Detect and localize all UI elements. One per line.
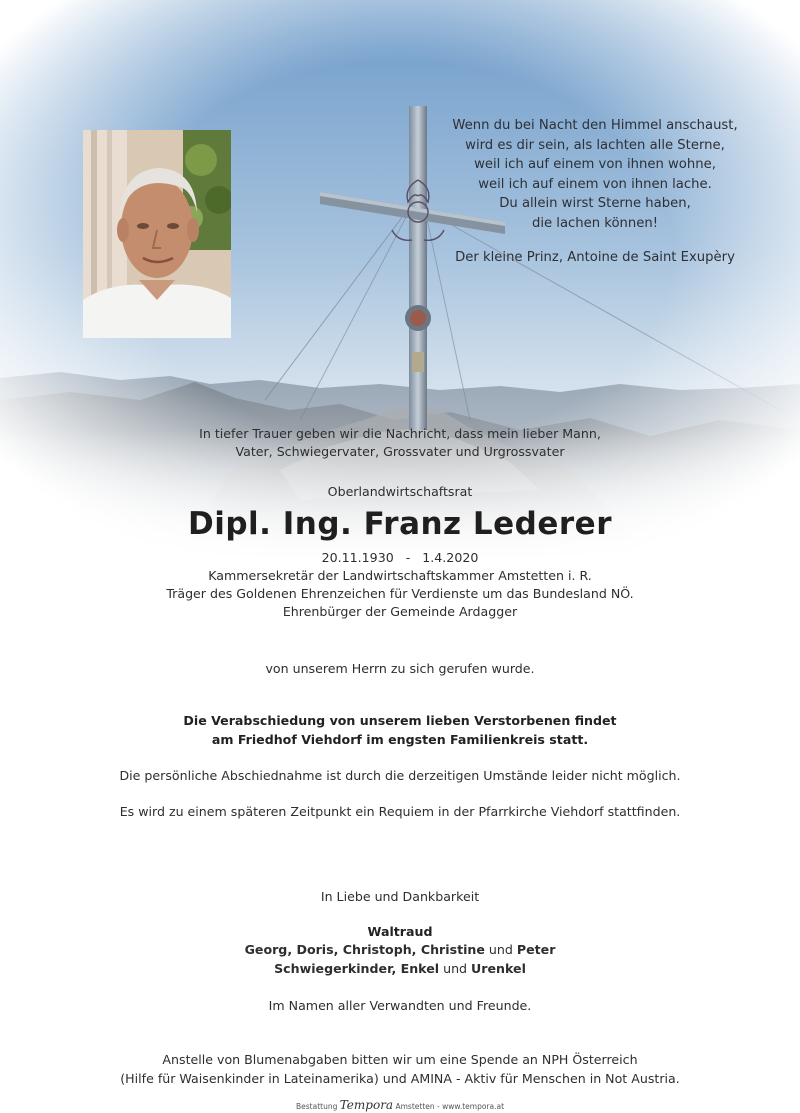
family-child-peter: Peter: [516, 942, 556, 957]
deceased-name: Dipl. Ing. Franz Lederer: [187, 506, 612, 542]
family-inlaws-line: [0, 959, 800, 978]
family-und: und: [484, 942, 517, 957]
saint-exupery-quote: [430, 116, 760, 268]
farewell-bold-line-1: Die Verabschiedung von unserem lieben Verstorbenen findet: [183, 713, 617, 728]
role-line-1: Kammersekretär der Landwirtschaftskammer Amstetten i. R.: [208, 568, 592, 583]
donation-line-1: Anstelle von Blumenabgaben bitten wir um eine Spende an NPH Österreich: [162, 1052, 638, 1067]
farewell-note-2: Es wird zu einem späteren Zeitpunkt ein Requiem in der Pfarrkirche Viehdorf stattfinden.: [119, 804, 681, 819]
family-und: und: [439, 961, 472, 976]
funeral-home-footer: [0, 1098, 800, 1112]
role-line-2: Träger des Goldenen Ehrenzeichen für Verdienste um das Bundesland NÖ.: [166, 586, 634, 601]
quote-author: Der kleine Prinz, Antoine de Saint Exupèry: [455, 250, 735, 265]
family-children-line: [0, 940, 800, 959]
deceased-portrait-photo: [83, 130, 231, 338]
quote-line: Du allein wirst Sterne haben,: [499, 196, 691, 211]
role-line-3: Ehrenbürger der Gemeinde Ardagger: [282, 604, 518, 619]
footer-prefix: Bestattung: [295, 1102, 338, 1111]
honorific-title: Oberlandwirtschaftsrat: [327, 484, 473, 499]
farewell-note-1: Die persönliche Abschiednahme ist durch die derzeitigen Umstände leider nicht möglich.: [119, 768, 681, 783]
quote-line: wird es dir sein, als lachten alle Sterne,: [465, 137, 725, 153]
life-dates: 20.11.1930 - 1.4.2020: [321, 550, 479, 565]
quote-line: Wenn du bei Nacht den Himmel anschaust,: [452, 118, 738, 133]
quote-line: die lachen können!: [531, 215, 659, 231]
announcement-line-2: Vater, Schwiegervater, Grossvater und Urgrossvater: [235, 444, 565, 459]
farewell-bold-line-2: am Friedhof Viehdorf im engsten Familienkreis statt.: [211, 732, 589, 747]
relatives-line: Im Namen aller Verwandten und Freunde.: [268, 998, 532, 1013]
family-children: Georg, Doris, Christoph, Christine: [244, 942, 485, 957]
footer-suffix: Amstetten - www.tempora.at: [395, 1102, 505, 1111]
family-intro: In Liebe und Dankbarkeit: [320, 889, 480, 904]
announcement-line-1: In tiefer Trauer geben wir die Nachricht, dass mein lieber Mann,: [199, 426, 601, 441]
family-inlaws: Schwiegerkinder, Enkel: [274, 961, 440, 976]
quote-line: weil ich auf einem von ihnen wohne,: [474, 157, 716, 172]
family-great-grandchildren: Urenkel: [471, 961, 526, 976]
called-home-text: von unserem Herrn zu sich gerufen wurde.: [265, 661, 535, 676]
donation-line-2: (Hilfe für Waisenkinder in Lateinamerika) und AMINA - Aktiv für Menschen in Not Austria.: [120, 1071, 680, 1086]
funeral-home-logo: Tempora: [339, 1098, 394, 1112]
quote-line: weil ich auf einem von ihnen lache.: [478, 176, 712, 192]
family-wife: Waltraud: [367, 924, 433, 939]
